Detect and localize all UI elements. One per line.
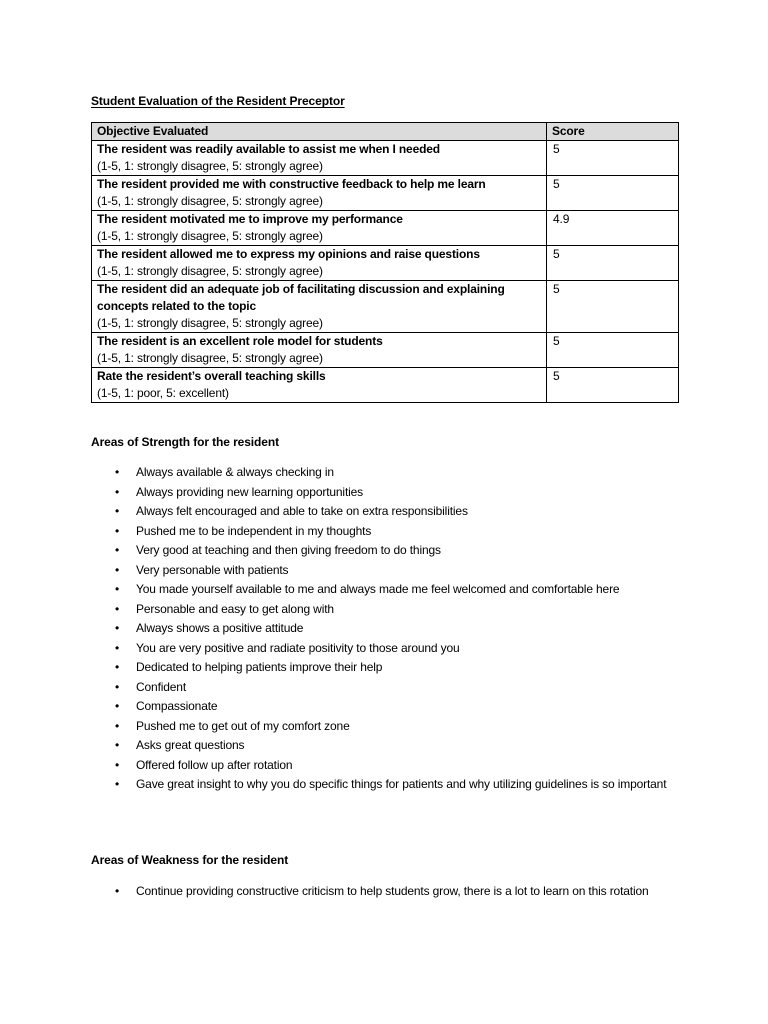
list-item bbox=[91, 775, 681, 795]
list-item-text: Always felt encouraged and able to take on extra responsibilities bbox=[136, 504, 468, 518]
list-item-text: Very good at teaching and then giving freedom to do things bbox=[136, 543, 441, 557]
document-title: Student Evaluation of the Resident Preceptor bbox=[91, 94, 345, 108]
list-item bbox=[91, 600, 681, 620]
objective-cell bbox=[92, 333, 547, 368]
strengths-list bbox=[91, 463, 681, 795]
table-row bbox=[92, 333, 679, 368]
table-row bbox=[92, 176, 679, 211]
list-item bbox=[91, 561, 681, 581]
objective-scale: (1-5, 1: poor, 5: excellent) bbox=[97, 386, 229, 400]
score-cell: 5 bbox=[547, 176, 679, 211]
objective-scale: (1-5, 1: strongly disagree, 5: strongly agree) bbox=[97, 194, 323, 208]
table-row bbox=[92, 246, 679, 281]
objective-column-header: Objective Evaluated bbox=[92, 123, 547, 141]
list-item-text: Pushed me to be independent in my thoughts bbox=[136, 523, 372, 538]
objective-text: The resident provided me with constructive feedback to help me learn bbox=[97, 177, 486, 191]
bullet-icon: • bbox=[115, 884, 120, 898]
objective-cell bbox=[92, 141, 547, 176]
bullet-icon: • bbox=[115, 523, 120, 538]
bullet-icon: • bbox=[115, 640, 120, 655]
list-item bbox=[91, 541, 681, 561]
score-cell: 5 bbox=[547, 333, 679, 368]
table-row bbox=[92, 281, 679, 333]
bullet-icon: • bbox=[115, 679, 120, 694]
list-item-text: Pushed me to get out of my comfort zone bbox=[136, 718, 350, 733]
score-cell: 5 bbox=[547, 246, 679, 281]
objective-cell bbox=[92, 281, 547, 333]
list-item bbox=[91, 580, 681, 600]
bullet-icon: • bbox=[115, 582, 120, 596]
bullet-icon: • bbox=[115, 699, 120, 713]
list-item bbox=[91, 882, 681, 902]
objective-cell bbox=[92, 246, 547, 281]
weaknesses-list bbox=[91, 882, 681, 902]
objective-scale: (1-5, 1: strongly disagree, 5: strongly agree) bbox=[97, 229, 323, 243]
objective-cell bbox=[92, 211, 547, 246]
bullet-icon: • bbox=[115, 777, 120, 791]
list-item-text: You made yourself available to me and always made me feel welcomed and comfortable here bbox=[136, 582, 620, 596]
objective-text: The resident allowed me to express my opinions and raise questions bbox=[97, 247, 480, 261]
list-item-text: Always shows a positive attitude bbox=[136, 621, 304, 635]
objective-text: The resident did an adequate job of facilitating discussion and explaining concepts related to the topic bbox=[97, 282, 505, 313]
objective-text: The resident motivated me to improve my performance bbox=[97, 212, 403, 226]
evaluation-table bbox=[91, 122, 679, 403]
bullet-icon: • bbox=[115, 484, 120, 499]
list-item-text: Dedicated to helping patients improve their help bbox=[136, 660, 383, 674]
score-cell: 5 bbox=[547, 141, 679, 176]
table-row bbox=[92, 368, 679, 403]
list-item bbox=[91, 717, 681, 737]
list-item bbox=[91, 756, 681, 776]
list-item-text: Always available & always checking in bbox=[136, 465, 334, 479]
bullet-icon: • bbox=[115, 562, 120, 577]
list-item-text: You are very positive and radiate positivity to those around you bbox=[136, 640, 460, 655]
list-item-text: Personable and easy to get along with bbox=[136, 601, 334, 616]
list-item-text: Always providing new learning opportunities bbox=[136, 484, 364, 499]
bullet-icon: • bbox=[115, 738, 120, 752]
strengths-heading: Areas of Strength for the resident bbox=[91, 435, 279, 449]
list-item bbox=[91, 619, 681, 639]
list-item bbox=[91, 483, 681, 503]
objective-text: Rate the resident’s overall teaching skills bbox=[97, 369, 326, 383]
list-item bbox=[91, 639, 681, 659]
bullet-icon: • bbox=[115, 504, 120, 518]
score-cell: 5 bbox=[547, 281, 679, 333]
objective-text: The resident is an excellent role model for students bbox=[97, 334, 383, 348]
list-item-text: Compassionate bbox=[136, 699, 218, 713]
bullet-icon: • bbox=[115, 718, 120, 733]
list-item-text: Offered follow up after rotation bbox=[136, 757, 293, 772]
objective-cell bbox=[92, 176, 547, 211]
weaknesses-heading: Areas of Weakness for the resident bbox=[91, 853, 289, 867]
list-item bbox=[91, 678, 681, 698]
table-row bbox=[92, 211, 679, 246]
bullet-icon: • bbox=[115, 543, 120, 557]
list-item bbox=[91, 658, 681, 678]
list-item bbox=[91, 502, 681, 522]
table-row bbox=[92, 141, 679, 176]
list-item-text: Continue providing constructive criticism to help students grow, there is a lot to learn on this rotation bbox=[136, 884, 649, 898]
score-cell: 5 bbox=[547, 368, 679, 403]
bullet-icon: • bbox=[115, 757, 120, 772]
objective-scale: (1-5, 1: strongly disagree, 5: strongly agree) bbox=[97, 159, 323, 173]
list-item bbox=[91, 697, 681, 717]
objective-scale: (1-5, 1: strongly disagree, 5: strongly agree) bbox=[97, 264, 323, 278]
list-item-text: Asks great questions bbox=[136, 738, 245, 752]
bullet-icon: • bbox=[115, 601, 120, 616]
score-cell: 4.9 bbox=[547, 211, 679, 246]
list-item-text: Gave great insight to why you do specific things for patients and why utilizing guidelines is so important bbox=[136, 777, 667, 791]
bullet-icon: • bbox=[115, 621, 120, 635]
objective-cell bbox=[92, 368, 547, 403]
list-item bbox=[91, 463, 681, 483]
objective-scale: (1-5, 1: strongly disagree, 5: strongly agree) bbox=[97, 316, 323, 330]
score-column-header: Score bbox=[547, 123, 679, 141]
table-header-row bbox=[92, 123, 679, 141]
list-item-text: Confident bbox=[136, 679, 187, 694]
objective-scale: (1-5, 1: strongly disagree, 5: strongly agree) bbox=[97, 351, 323, 365]
list-item bbox=[91, 522, 681, 542]
bullet-icon: • bbox=[115, 465, 120, 479]
objective-text: The resident was readily available to assist me when I needed bbox=[97, 142, 440, 156]
list-item bbox=[91, 736, 681, 756]
list-item-text: Very personable with patients bbox=[136, 562, 289, 577]
bullet-icon: • bbox=[115, 660, 120, 674]
